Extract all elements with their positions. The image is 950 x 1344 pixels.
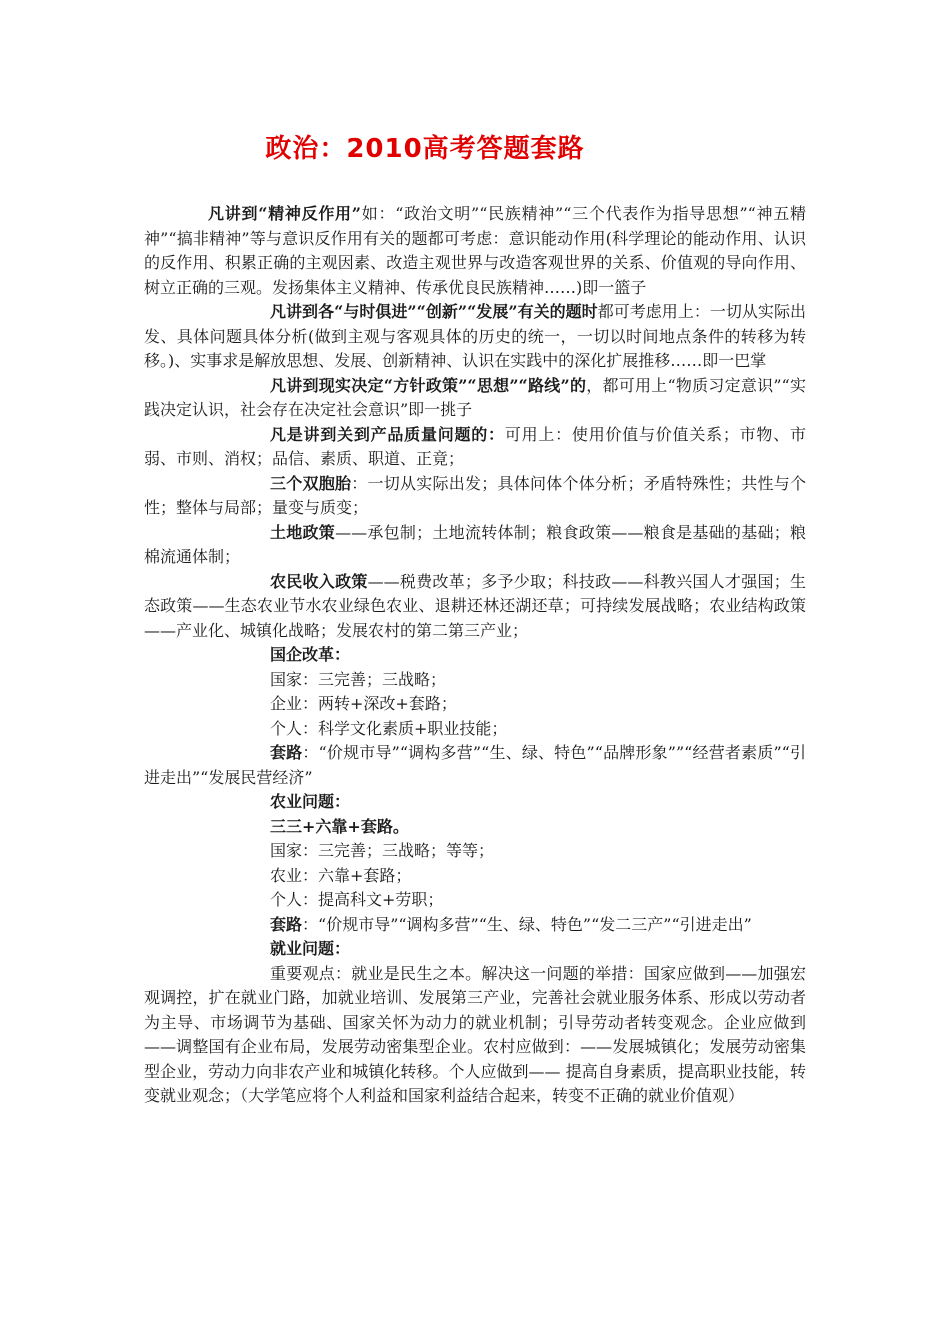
paragraph-text: ：“价规市导”“调构多营”“生、绿、特色”“品牌形象””“经营者素质”“引进走出”“发展民营经济” bbox=[144, 743, 806, 787]
document-body bbox=[144, 202, 806, 1109]
paragraph-heading: 土地政策 bbox=[270, 522, 336, 542]
list-item bbox=[144, 864, 806, 889]
paragraph-text: ：“价规市导”“调构多营”“生、绿、特色”“发二三产”“引进走出” bbox=[302, 914, 752, 934]
section-subheading-agriculture bbox=[144, 815, 806, 840]
list-item bbox=[144, 888, 806, 913]
paragraph-heading: 三个双胞胎 bbox=[270, 473, 352, 493]
list-item-text: 个人：提高科文+劳职； bbox=[270, 890, 444, 909]
paragraph-heading: 凡讲到各“与时俱进”“创新”“发展”有关的题时 bbox=[270, 302, 598, 321]
paragraph-quality bbox=[144, 423, 806, 472]
paragraph-heading: 就业问题： bbox=[270, 939, 351, 958]
paragraph-text: 都可考虑用上：一切从实际出发、具体问题具体分析(做到主观与客观具体的历史的统一，一切以时间地点条件的转移为转移。)、实事求是解放思想、发展、创新精神、认识在实践中的深化扩展推移……即一巴掌 bbox=[144, 302, 806, 370]
section-heading-employment bbox=[144, 937, 806, 962]
paragraph-heading: 三三+六靠+套路。 bbox=[270, 816, 409, 836]
list-item-text: 企业：两转+深改+套路； bbox=[270, 694, 457, 713]
paragraph-text: ——税费改革；多予少取；科技政——科教兴国人才强国；生态政策——生态农业节水农业绿色农业、退耕还林还湖还草；可持续发展战略；农业结构政策——产业化、城镇化战略；发展农村的第二第三产业； bbox=[144, 571, 806, 640]
paragraph-heading: 农民收入政策 bbox=[270, 571, 368, 591]
document-title: 政治：2010高考答题套路 bbox=[265, 134, 585, 164]
list-item bbox=[144, 668, 806, 693]
list-item-text: 个人：科学文化素质+职业技能； bbox=[270, 718, 508, 738]
paragraph-policy bbox=[144, 374, 806, 423]
paragraph-farmer-income bbox=[144, 570, 806, 644]
paragraph-heading: 国企改革： bbox=[270, 645, 351, 664]
section-heading-soe-reform bbox=[144, 643, 806, 668]
paragraph-heading: 套路 bbox=[270, 743, 303, 762]
paragraph-heading: 农业问题： bbox=[270, 792, 351, 811]
paragraph-heading: 套路 bbox=[270, 914, 303, 934]
list-item-text: 国家：三完善；三战略； bbox=[270, 669, 447, 689]
paragraph-text: 可用上：使用价值与价值关系；市物、市弱、市则、消权；品信、素质、职道、正竟； bbox=[144, 424, 806, 468]
paragraph-routine-soe bbox=[144, 741, 806, 790]
paragraph-text: ，都可用上“物质习定意识”“实践决定认识，社会存在决定社会意识”即一挑子 bbox=[144, 375, 806, 419]
list-item bbox=[144, 717, 806, 742]
paragraph-routine-agriculture bbox=[144, 913, 806, 938]
paragraph-text: ：一切从实际出发；具体问体个体分析；矛盾特殊性；共性与个性；整体与局部；量变与质变； bbox=[144, 473, 806, 517]
paragraph-employment bbox=[144, 962, 806, 1109]
list-item bbox=[144, 692, 806, 717]
paragraph-innovation bbox=[144, 300, 806, 374]
paragraph-heading: 凡是讲到关到产品质量问题的： bbox=[270, 424, 505, 444]
paragraph-text: 重要观点：就业是民生之本。解决这一问题的举措：国家应做到——加强宏观调控，扩在就业门路，加就业培训、发展第三产业，完善社会就业服务体系、形成以劳动者为主导、市场调节为基础、国家关怀为动力的就业机制；引导劳动者转变观念。企业应做到——调整国有企业布局，发展劳动密集型企业。农村应做到：——发展城镇化；发展劳动密集型企业，劳动力向非农产业和城镇化转移。个人应做到—— 提高自身素质，提高职业技能，转变就业观念；（大学笔应将个人利益和国家利益结合起来，转变不正确的就业价值观） bbox=[144, 963, 806, 1105]
paragraph-spirit bbox=[144, 202, 806, 300]
section-heading-agriculture bbox=[144, 790, 806, 815]
paragraph-text: ——承包制；土地流转体制；粮食政策——粮食是基础的基础；粮棉流通体制； bbox=[144, 522, 806, 566]
paragraph-land-policy bbox=[144, 521, 806, 570]
paragraph-text: 如：“政治文明”“民族精神”“三个代表作为指导思想”“神五精神”“搞非精神”等与意识反作用有关的题都可考虑：意识能动作用(科学理论的能动作用、认识的反作用、积累正确的主观因素、改造主观世界与改造客观世界的关系、价值观的导向作用、树立正确的三观。发扬集体主义精神、传承优良民族精神……)即一篮子 bbox=[144, 204, 806, 297]
paragraph-heading: 凡讲到“精神反作用” bbox=[208, 204, 361, 223]
list-item-text: 国家：三完善；三战略；等等； bbox=[270, 841, 495, 860]
paragraph-heading: 凡讲到现实决定“方针政策”“思想”“路线”的 bbox=[270, 375, 587, 395]
list-item bbox=[144, 839, 806, 864]
paragraph-twins bbox=[144, 472, 806, 521]
list-item-text: 农业：六靠+套路； bbox=[270, 865, 412, 885]
